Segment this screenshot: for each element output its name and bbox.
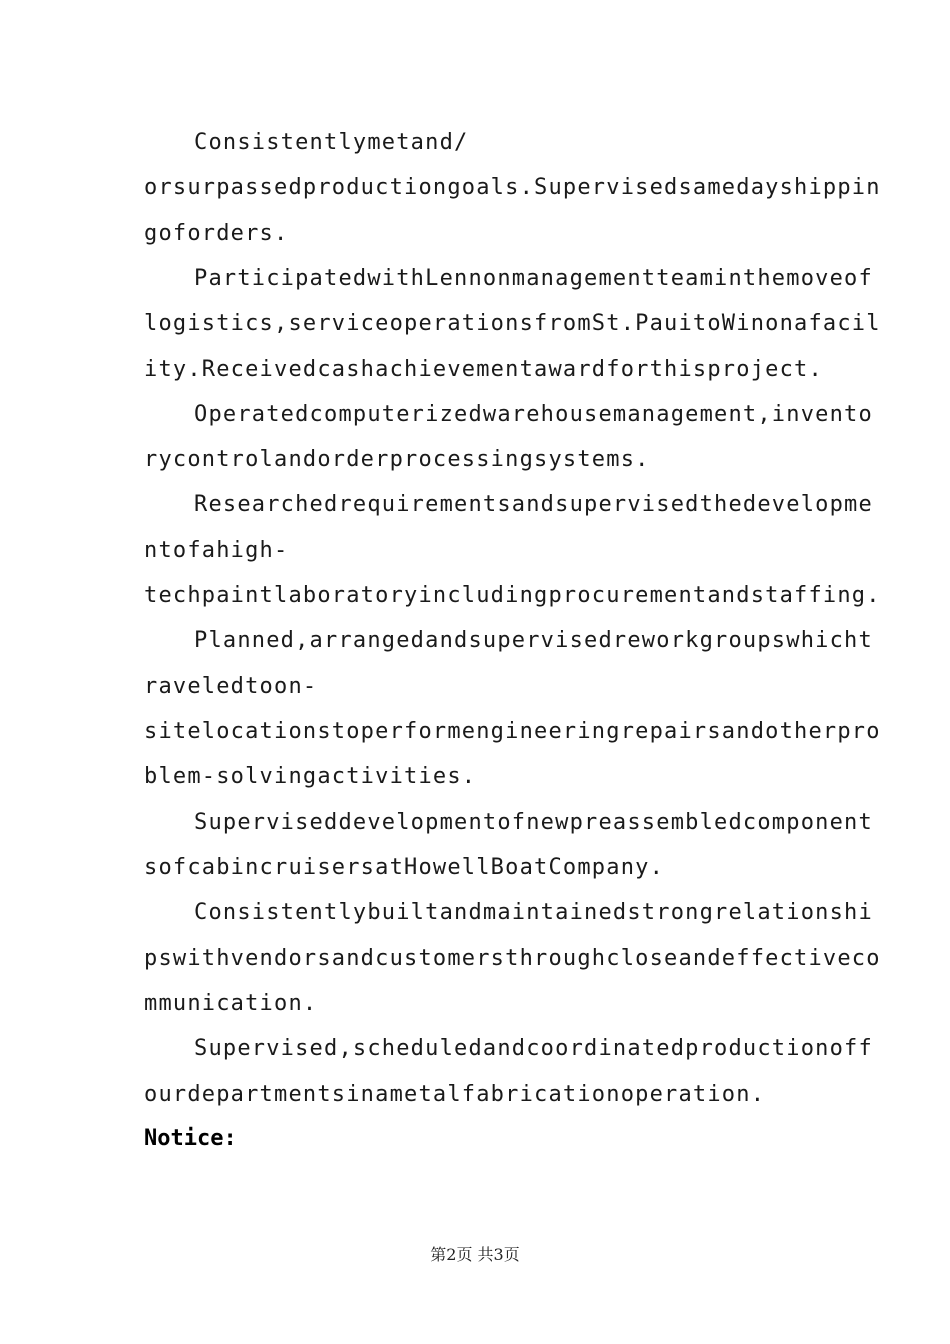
page-footer: 第2页 共3页	[430, 1245, 520, 1264]
text-line: techpaintlaboratoryincludingprocurementandstaffing.	[144, 583, 881, 608]
text-line: pswithvendorsandcustomersthroughcloseandeffectiveco	[144, 946, 881, 971]
text-line: blem-solvingactivities.	[144, 764, 477, 789]
text-line: orsurpassedproductiongoals.Supervisedsamedayshippin	[144, 175, 881, 200]
text-line: sitelocationstoperformengineeringrepairsandotherpro	[144, 719, 881, 744]
text-line: goforders.	[144, 221, 289, 246]
text-line: ParticipatedwithLennonmanagementteaminthemoveof	[194, 266, 873, 291]
text-line: raveledtoon-	[144, 674, 318, 699]
text-line: logistics,serviceoperationsfromSt.PauitoWinonafacil	[144, 311, 881, 336]
text-line: ity.Receivedcashachievementawardforthisproject.	[144, 357, 823, 382]
text-line: Operatedcomputerizedwarehousemanagement,invento	[194, 402, 873, 427]
text-line: Planned,arrangedandsupervisedreworkgroupswhicht	[194, 628, 873, 653]
text-line: Supervised,scheduledandcoordinatedproductionoff	[194, 1036, 873, 1061]
text-line: mmunication.	[144, 991, 318, 1016]
text-line: Consistentlymetand/	[194, 130, 469, 155]
text-line: ourdepartmentsinametalfabricationoperation.	[144, 1082, 766, 1107]
text-line: Consistentlybuiltandmaintainedstrongrelationshi	[194, 900, 873, 925]
text-line: Researchedrequirementsandsupervisedthedevelopme	[194, 492, 873, 517]
text-line: rycontrolandorderprocessingsystems.	[144, 447, 650, 472]
text-line: ntofahigh-	[144, 538, 289, 563]
notice-heading: Notice:	[144, 1126, 237, 1151]
text-line: sofcabincruisersatHowellBoatCompany.	[144, 855, 665, 880]
text-line: Superviseddevelopmentofnewpreassembledcomponent	[194, 810, 873, 835]
